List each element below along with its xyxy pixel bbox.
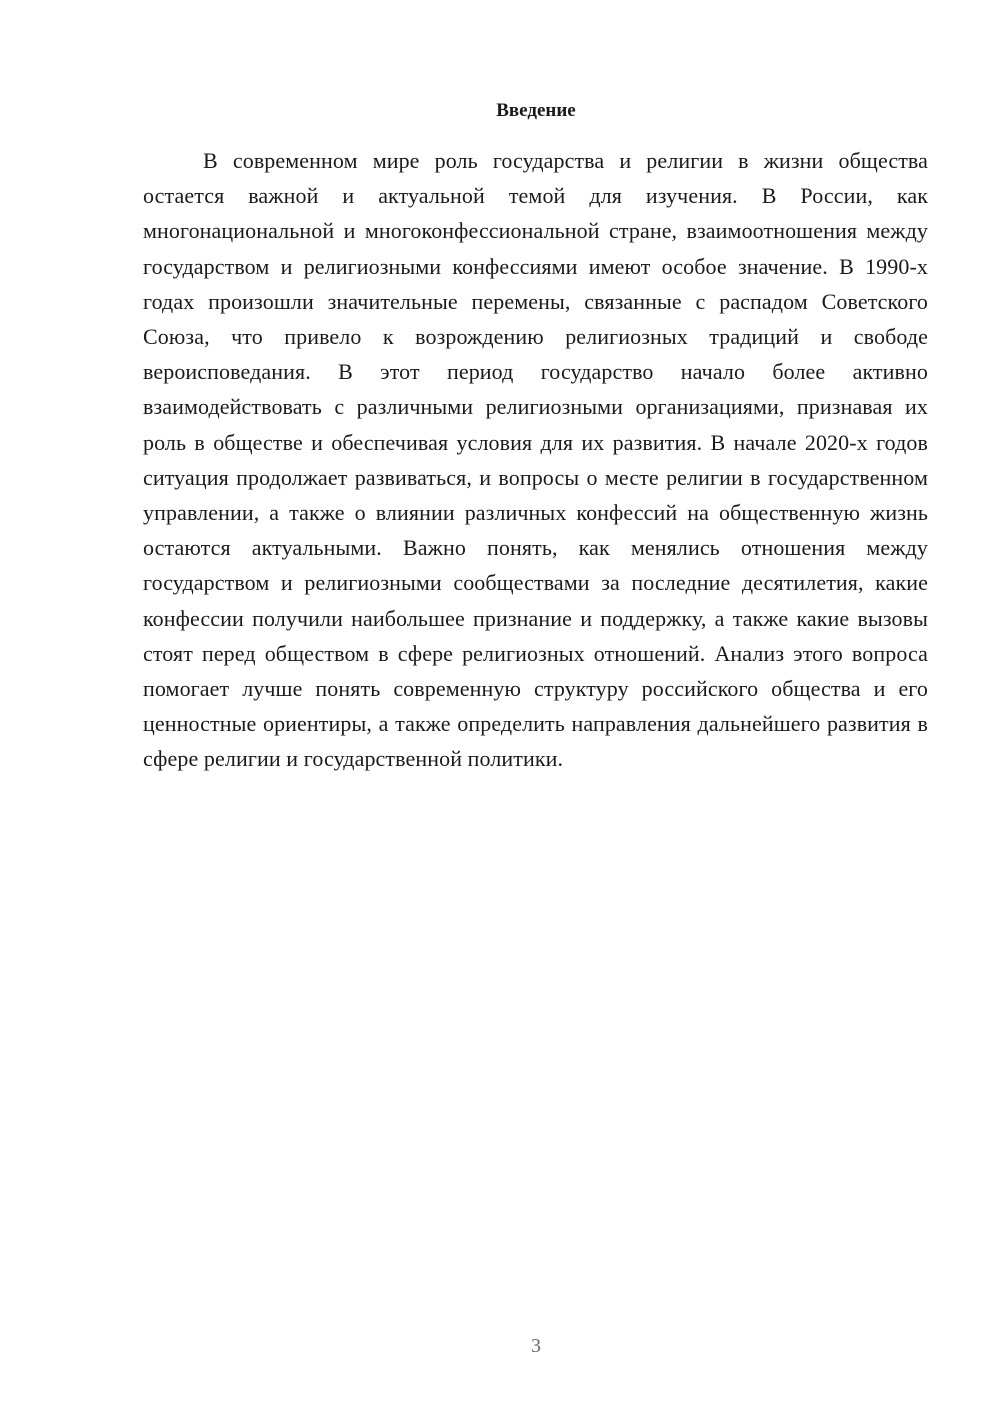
page-number: 3 (531, 1335, 541, 1357)
section-heading: Введение (496, 100, 576, 121)
body-paragraph: В современном мире роль государства и религии в жизни общества остается важной и актуальной темой для изучения. В России, как многонациональной и многоконфессиональной стране, взаимоотношения между государством и религиозными конфессиями имеют особое значение. В 1990-х годах произошли значительные перемены, связанные с распадом Советского Союза, что привело к возрождению религиозных традиций и свободе вероисповедания. В этот период государство начало более активно взаимодействовать с различными религиозными организациями, признавая их роль в обществе и обеспечивая условия для их развития. В начале 2020-х годов ситуация продолжает развиваться, и вопросы о месте религии в государственном управлении, а также о влиянии различных конфессий на общественную жизнь остаются актуальными. Важно понять, как менялись отношения между государством и религиозными сообществами за последние десятилетия, какие конфессии получили наибольшее признание и поддержку, а также какие вызовы стоят перед обществом в сфере религиозных отношений. Анализ этого вопроса помогает лучше понять современную структуру российского общества и его ценностные ориентиры, а также определить направления дальнейшего развития в сфере религии и государственной политики. (143, 148, 928, 772)
